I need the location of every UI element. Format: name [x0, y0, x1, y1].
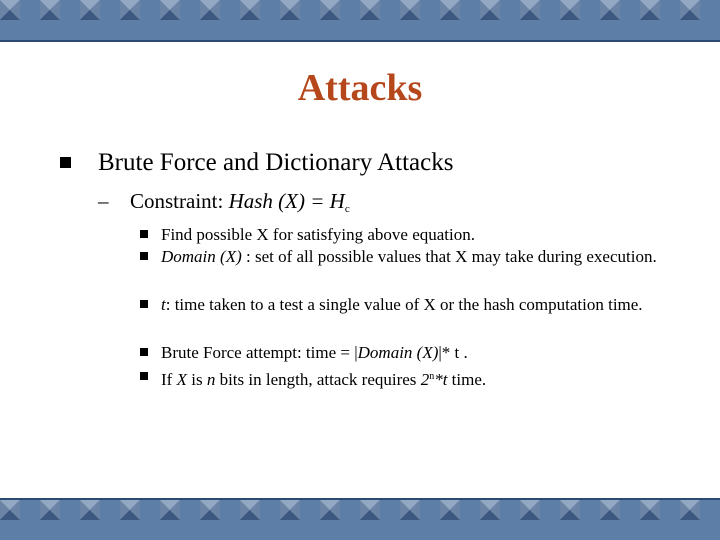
times-t-term: *t: [434, 370, 448, 389]
dash-icon: –: [98, 189, 109, 213]
point-pre: Brute Force attempt: time = |: [161, 343, 358, 362]
point-pre: If: [161, 370, 177, 389]
constraint-text: [130, 188, 350, 222]
square-bullet-icon: [140, 372, 148, 380]
constraint-label: Constraint:: [130, 189, 229, 213]
domain-term: Domain (X): [161, 247, 242, 266]
square-bullet-icon: [140, 348, 148, 356]
point-text: [161, 366, 661, 391]
point-mid: is: [186, 370, 207, 389]
t-term: t: [161, 295, 166, 314]
x-term: X: [176, 370, 187, 389]
top-decorative-band: [0, 0, 720, 42]
domain-term: Domain (X): [357, 343, 439, 362]
power-exponent: n: [429, 371, 435, 382]
n-term: n: [206, 370, 216, 389]
point-text: [161, 342, 661, 364]
point-rest: : time taken to a test a single value of X or the hash computation time.: [165, 295, 643, 314]
point-post: |* t .: [438, 343, 468, 362]
square-bullet-icon: [140, 252, 148, 260]
point-text: Find possible X for satisfying above equation.: [161, 225, 475, 244]
slide-title: Attacks: [297, 67, 423, 109]
bottom-decorative-band: [0, 498, 720, 540]
bullet-text: Brute Force and Dictionary Attacks: [98, 149, 454, 176]
point-text: [161, 246, 661, 268]
point-post: time.: [447, 370, 487, 389]
formula-subscript: c: [344, 203, 350, 215]
power-base: 2: [420, 370, 430, 389]
point-mid2: bits in length, attack requires: [215, 370, 421, 389]
point-text: [161, 294, 661, 316]
constraint-formula: Hash (X) = H: [228, 189, 345, 213]
point-rest: : set of all possible values that X may take during execution.: [241, 247, 657, 266]
square-bullet-icon: [140, 230, 148, 238]
square-bullet-icon: [140, 300, 148, 308]
square-bullet-icon: [60, 157, 71, 168]
